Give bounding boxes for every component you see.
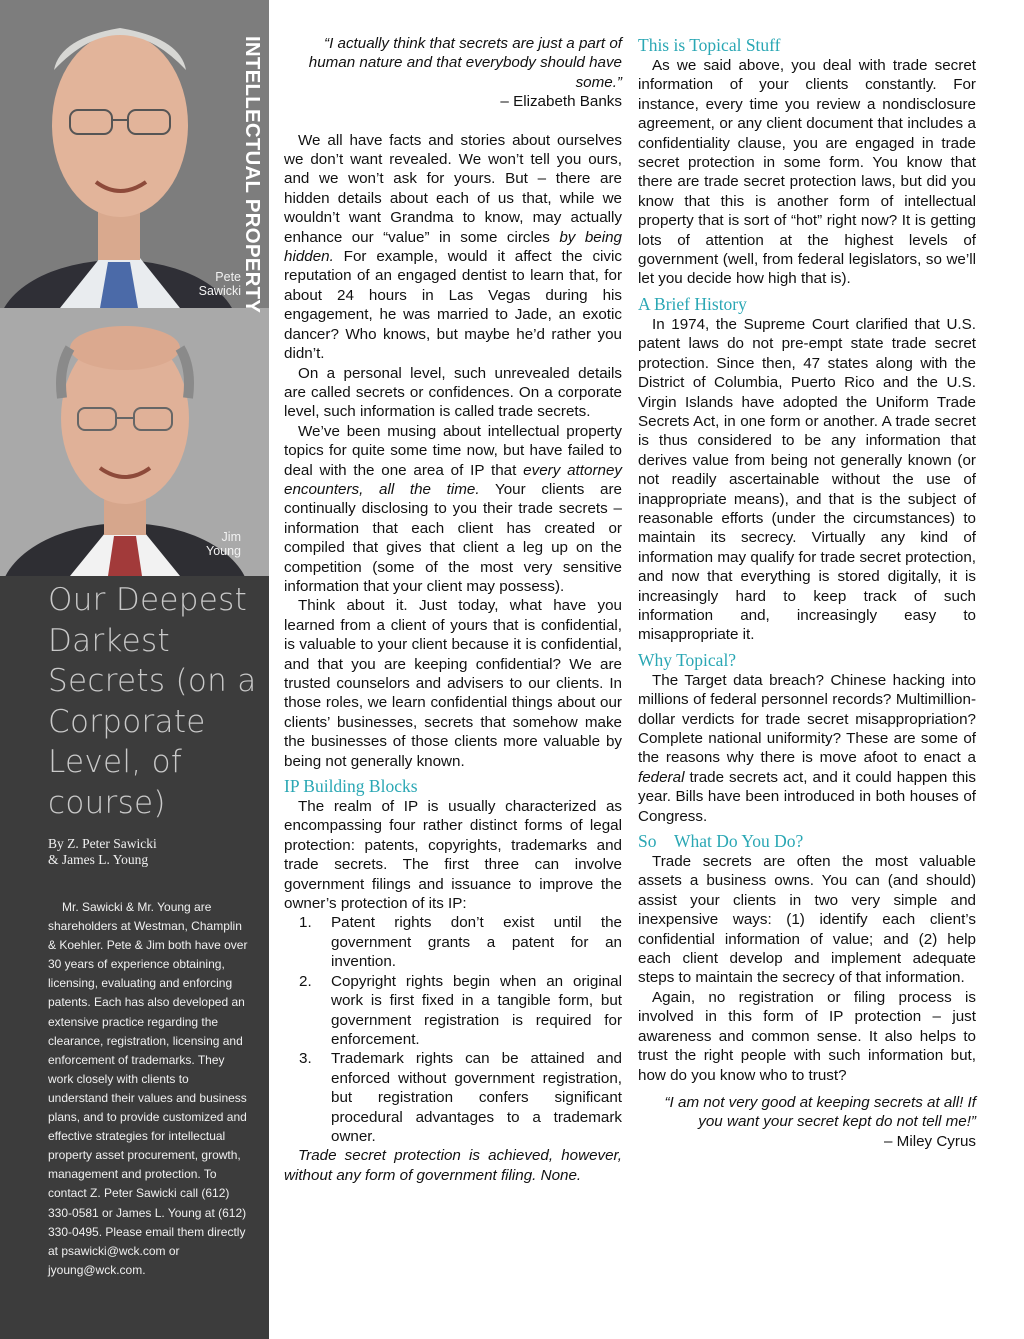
- body-paragraph: Think about it. Just today, what have you learned from a client of yours that is confidential, is valuable to your client because it is confidential, and that you are keeping confidential? We are trusted counselors and advisers to our clients. In those roles, we learn confidential things about our clients’ businesses, secrets that somehow make the businesses of those clients more valuable by being not generally known.: [284, 597, 622, 770]
- closing-quote-attribution: – Miley Cyrus: [884, 1132, 976, 1150]
- portrait-illustration: [0, 0, 269, 314]
- article-title: Our Deepest Darkest Secrets (on a Corporate Level, of course): [48, 582, 257, 821]
- epigraph-attribution: – Elizabeth Banks: [500, 93, 622, 111]
- closing-statement: Trade secret protection is achieved, however, without any form of government filing. None.: [284, 1147, 622, 1184]
- body-paragraph: The realm of IP is usually characterized as encompassing four rather distinct forms of legal protection: patents, copyrights, trademarks and trade secrets. The first three can involve government filings and issuance to improve the owner’s protection of its IP:: [284, 798, 622, 913]
- subheading-ip-building-blocks: IP Building Blocks: [284, 776, 418, 797]
- body-paragraph: We’ve been musing about intellectual property topics for quite some time now, but have failed to deal with the one area of IP that every attorney encounters, all the time. Your clients are continually disclosing to you their trade secrets – information that each client has created or compiled that gives that client a leg up on the competition (some of the most very sensitive information that your client may possess).: [284, 422, 622, 595]
- closing-quote: “I am not very good at keeping secrets at all! If you want your secret kept do not tell me!”: [664, 1093, 976, 1131]
- byline: By Z. Peter Sawicki & James L. Young: [48, 836, 157, 867]
- subheading-why-topical: Why Topical?: [638, 649, 737, 670]
- article-column-right: [638, 34, 976, 1151]
- body-paragraph: In 1974, the Supreme Court clarified that U.S. patent laws do not pre-empt state trade secret protection. Since then, 47 states along with the District of Columbia, Puerto Rico and the U.S. Virgin Islands have adopted the Uniform Trade Secrets Act, in one form or another. A trade secret is thus considered to be any information that derives value from being not generally known (or not readily ascertainable without the use of inappropriate means), and that is the subject of reasonable efforts (under the circumstances) to maintain its secrecy. Virtually any kind of information may qualify for trade secret protection, and now that everything is stored digitally, it is increasingly hard to keep track of such information and, increasingly easy to misappropriate it.: [638, 315, 976, 644]
- body-paragraph: We all have facts and stories about ourselves we don’t want revealed. We won’t tell you ours, and we won’t ask for yours. But – there are hidden details about each of us that, while we wouldn’t want Grandma to know, may actually enhance our “value” in some circles by being hidden. For example, would it affect the civic reputation of an engaged dentist to learn that, for about 24 hours in Las Vegas during his engagement, he was married to Jade, an exotic dancer? Who knows, but maybe he’d rather you didn’t.: [284, 131, 622, 363]
- body-paragraph: Trade secrets are often the most valuable assets a business owns. You can (and should) assist your clients in two very simple and inexpensive ways: (1) identify each client’s confidential information of value; and (2) help each client develop and implement adequate steps to maintain the secrecy of that information.: [638, 853, 976, 987]
- list-item: 1. Patent rights don’t exist until the government grants a patent for an invention.: [299, 914, 622, 971]
- sidebar: [0, 0, 269, 1339]
- list-item: 3. Trademark rights can be attained and enforced without government registration, but registration confers significant procedural advantages to a trademark owner.: [299, 1050, 622, 1145]
- subheading-brief-history: A Brief History: [638, 293, 747, 314]
- body-paragraph: The Target data breach? Chinese hacking into millions of federal personnel records? Multimillion-dollar verdicts for trade secret misappropriation? Complete national uniformity? These are some of the reasons why there is move afoot to enact a federal trade secrets act, and it could happen this year. Bills have been introduced in both houses of Congress.: [638, 671, 976, 825]
- section-tag: INTELLECTUAL PROPERTY: [241, 36, 264, 314]
- list-item: 2. Copyright rights begin when an original work is first fixed in a tangible form, but government registration is required for enforcement.: [299, 972, 622, 1048]
- body-paragraph: As we said above, you deal with trade secret information of your clients constantly. For instance, every time you review a nondisclosure agreement, or any client document that includes a confidentiality clause, you are engaged in trade secret protection in some form. You know that there are trade secret protection laws, but did you know that this is another form of intellectual property that is sort of “hot” right now? It is getting lots of attention at the highest levels of government (well, from federal legislators, so we’ll let you decide how high that is).: [638, 57, 976, 288]
- epigraph-quote: “I actually think that secrets are just a part of human nature and that everybody should have some.”: [308, 35, 622, 91]
- author-photo-pete-sawicki: [0, 0, 269, 314]
- subheading-what-do-you-do: So What Do You Do?: [638, 831, 804, 852]
- ip-forms-list: [299, 913, 622, 1146]
- author-photo-jim-young: [0, 308, 269, 576]
- photo-caption-pete: Pete Sawicki: [198, 270, 241, 298]
- body-paragraph: Again, no registration or filing process is involved in this form of IP protection – just awareness and common sense. It also helps to trust the right people with such information but, how do you know who to trust?: [638, 988, 976, 1084]
- photo-caption-jim: Jim Young: [206, 530, 241, 558]
- article-column-middle: [284, 34, 622, 1185]
- subheading-topical-stuff: This is Topical Stuff: [638, 35, 781, 55]
- body-paragraph: On a personal level, such unrevealed details are called secrets or confidences. On a corporate level, such information is called trade secrets.: [284, 364, 622, 421]
- author-bio: Mr. Sawicki & Mr. Young are shareholders at Westman, Champlin & Koehler. Pete & Jim both have over 30 years of experience obtaining, licensing, evaluating and enforcing patents. Each has also developed an extensive practice regarding the clearance, registration, licensing and enforcement of trademarks. They work closely with clients to understand their values and business plans, and to provide customized and effective strategies for intellectual property asset procurement, growth, management and protection. To contact Z. Peter Sawicki call (612) 330-0581 or James L. Young at (612) 330-0495. Please email them directly at psawicki@wck.com or jyoung@wck.com.: [48, 900, 248, 1277]
